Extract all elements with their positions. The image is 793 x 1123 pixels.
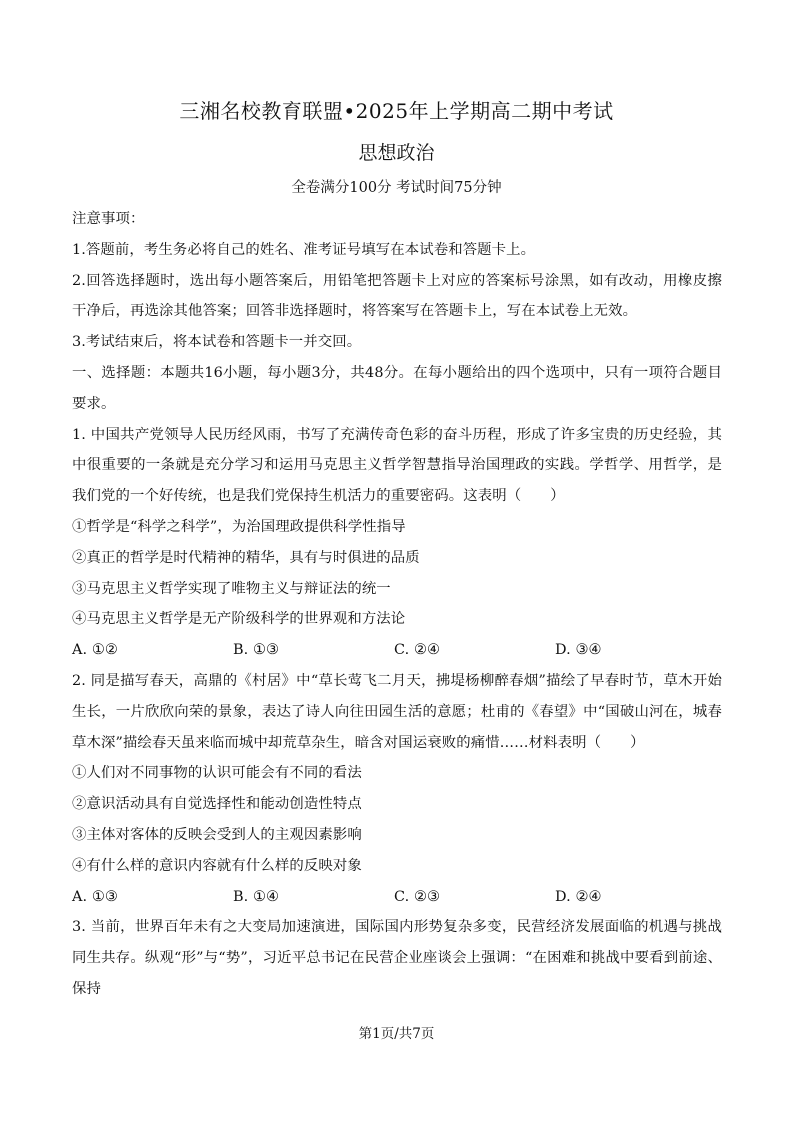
question-2-statement-2: ②意识活动具有自觉选择性和能动创造性特点 bbox=[72, 796, 362, 813]
question-1-option-d: D. ③④ bbox=[555, 642, 602, 659]
exam-info: 全卷满分100分 考试时间75分钟 bbox=[291, 180, 502, 196]
question-1-statement-2: ②真正的哲学是时代精神的精华，具有与时俱进的品质 bbox=[72, 549, 420, 566]
exam-title: 三湘名校教育联盟•2025年上学期高二期中考试 bbox=[179, 99, 614, 123]
question-1-option-a: A. ①② bbox=[72, 642, 118, 659]
question-1-statement-1: ①哲学是“科学之科学”，为治国理政提供科学性指导 bbox=[72, 518, 406, 535]
note-item-3: 3.考试结束后，将本试卷和答题卡一并交回。 bbox=[72, 334, 362, 351]
question-2-statement-4: ④有什么样的意识内容就有什么样的反映对象 bbox=[72, 857, 362, 874]
notes-heading: 注意事项： bbox=[72, 211, 145, 227]
note-item-2: 2.回答选择题时，选出每小题答案后，用铅笔把答题卡上对应的答案标号涂黑，如有改动，用橡皮擦干净后，再选涂其他答案；回答非选择题时，将答案写在答题卡上，写在本试卷上无效。 bbox=[72, 272, 722, 320]
note-item-1: 1.答题前，考生务必将自己的姓名、准考证号填写在本试卷和答题卡上。 bbox=[72, 241, 536, 258]
subject-title: 思想政治 bbox=[358, 142, 435, 164]
question-1-stem: 1. 中国共产党领导人民历经风雨，书写了充满传奇色彩的奋斗历程，形成了许多宝贵的历史经验，其中很重要的一条就是充分学习和运用马克思主义哲学智慧指导治国理政的实践。学哲学、用哲学，是我们党的一个好传统，也是我们党保持生机活力的重要密码。这表明（ ） bbox=[72, 426, 722, 505]
question-2-option-d: D. ②④ bbox=[555, 888, 602, 905]
question-3-stem: 3. 当前，世界百年未有之大变局加速演进，国际国内形势复杂多变，民营经济发展面临的机遇与挑战同生共存。纵观“形”与“势”，习近平总书记在民营企业座谈会上强调：“在困难和挑战中要看到前途、保持 bbox=[72, 919, 722, 997]
page-number: 第1页/共7页 bbox=[358, 1026, 435, 1042]
question-2-option-b: B. ①④ bbox=[233, 888, 280, 905]
question-2-option-c: C. ②③ bbox=[394, 888, 440, 905]
question-2-option-a: A. ①③ bbox=[72, 888, 118, 905]
question-1-option-b: B. ①③ bbox=[233, 642, 280, 659]
section-heading: 一、选择题：本题共16小题，每小题3分，共48分。在每小题给出的四个选项中，只有一项符合题目要求。 bbox=[72, 364, 722, 412]
question-2-options bbox=[72, 882, 722, 913]
question-1-option-c: C. ②④ bbox=[394, 642, 440, 659]
question-1-options bbox=[72, 635, 722, 666]
question-2-statement-3: ③主体对客体的反映会受到人的主观因素影响 bbox=[72, 826, 362, 843]
question-2-stem: 2. 同是描写春天，高鼎的《村居》中“草长莺飞二月天，拂堤杨柳醉春烟”描绘了早春时节，草木开始生长，一片欣欣向荣的景象，表达了诗人向往田园生活的意愿；杜甫的《春望》中“国破山河在，城春草木深”描绘春天虽来临而城中却荒草杂生，暗含对国运衰败的痛惜……材料表明（ ） bbox=[72, 672, 722, 751]
question-1-statement-4: ④马克思主义哲学是无产阶级科学的世界观和方法论 bbox=[72, 611, 406, 628]
question-1-statement-3: ③马克思主义哲学实现了唯物主义与辩证法的统一 bbox=[72, 580, 391, 597]
exam-content bbox=[72, 204, 722, 1005]
question-2-statement-1: ①人们对不同事物的认识可能会有不同的看法 bbox=[72, 765, 362, 782]
